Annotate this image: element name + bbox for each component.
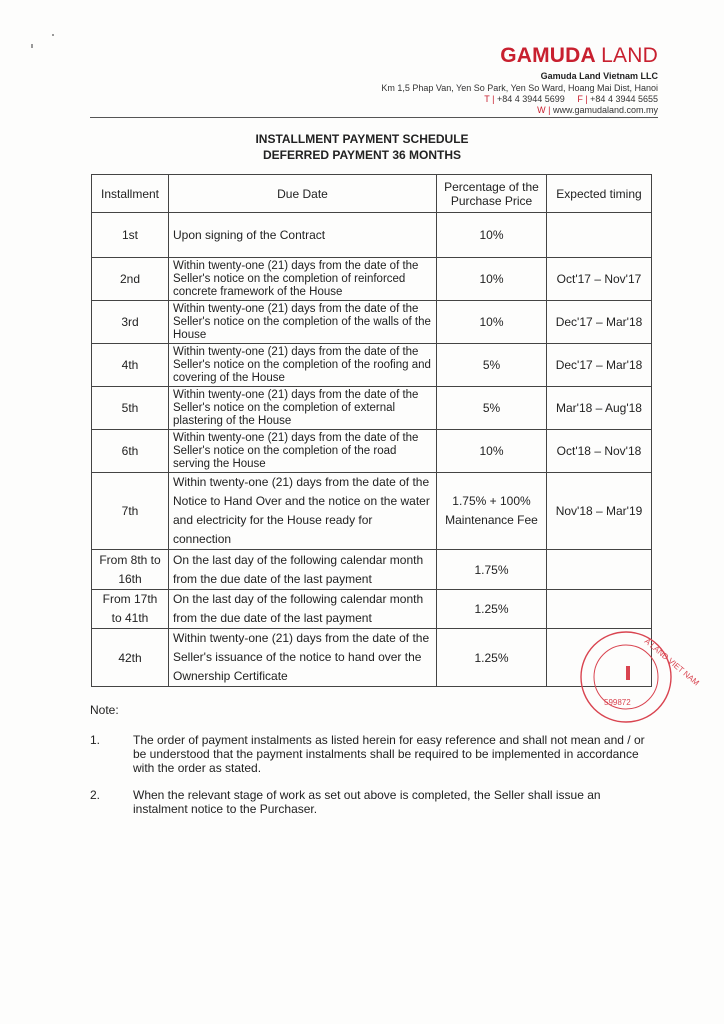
timing-cell: Dec'17 – Mar'18 bbox=[547, 301, 652, 344]
note-number: 2. bbox=[90, 788, 101, 802]
table-row bbox=[92, 629, 652, 687]
timing-cell: Dec'17 – Mar'18 bbox=[547, 344, 652, 387]
scan-speck bbox=[31, 44, 33, 48]
percentage-cell: 5% bbox=[437, 387, 547, 430]
due-date-cell: Within twenty-one (21) days from the date of the Seller's issuance of the notice to hand over the Ownership Certificate bbox=[169, 629, 437, 687]
company-contact bbox=[484, 94, 658, 104]
header-installment: Installment bbox=[92, 175, 169, 213]
percentage-cell: 1.75% bbox=[437, 550, 547, 590]
timing-cell bbox=[547, 550, 652, 590]
company-logo bbox=[500, 44, 658, 68]
due-date-cell: On the last day of the following calendar month from the due date of the last payment bbox=[169, 590, 437, 629]
timing-cell bbox=[547, 590, 652, 629]
installment-cell: 3rd bbox=[92, 301, 169, 344]
timing-cell: Oct'18 – Nov'18 bbox=[547, 430, 652, 473]
installment-cell: 5th bbox=[92, 387, 169, 430]
table-row bbox=[92, 387, 652, 430]
company-website bbox=[537, 105, 658, 115]
header-due-date: Due Date bbox=[169, 175, 437, 213]
payment-schedule-table bbox=[91, 174, 652, 687]
installment-cell: 1st bbox=[92, 213, 169, 258]
header-timing: Expected timing bbox=[547, 175, 652, 213]
note-text: When the relevant stage of work as set out above is completed, the Seller shall issue an instalment notice to the Purchaser. bbox=[133, 788, 601, 816]
table-row bbox=[92, 430, 652, 473]
percentage-cell: 10% bbox=[437, 301, 547, 344]
phone-number: +84 4 3944 5699 bbox=[496, 94, 565, 104]
table-row bbox=[92, 258, 652, 301]
fax-number: +84 4 3944 5655 bbox=[590, 94, 658, 104]
percentage-cell: 10% bbox=[437, 430, 547, 473]
company-name: Gamuda Land Vietnam LLC bbox=[540, 71, 658, 81]
due-date-cell: Within twenty-one (21) days from the date of the Seller's notice on the completion of the walls of the House bbox=[169, 301, 437, 344]
table-row bbox=[92, 590, 652, 629]
due-date-cell: Within twenty-one (21) days from the date of the Seller's notice on the completion of external plastering of the House bbox=[169, 387, 437, 430]
installment-cell: 7th bbox=[92, 473, 169, 550]
header-divider bbox=[90, 117, 658, 118]
percentage-cell: 5% bbox=[437, 344, 547, 387]
seal-emblem-mark bbox=[626, 666, 630, 680]
timing-cell: Nov'18 – Mar'19 bbox=[547, 473, 652, 550]
installment-cell: From 8th to 16th bbox=[92, 550, 169, 590]
installment-cell: 4th bbox=[92, 344, 169, 387]
company-address: Km 1,5 Phap Van, Yen So Park, Yen So Ward, Hoang Mai Dist, Hanoi bbox=[381, 83, 658, 93]
due-date-cell: On the last day of the following calendar month from the due date of the last payment bbox=[169, 550, 437, 590]
table-row bbox=[92, 344, 652, 387]
installment-cell: From 17th to 41th bbox=[92, 590, 169, 629]
due-date-cell: Upon signing of the Contract bbox=[169, 213, 437, 258]
document-subtitle: DEFERRED PAYMENT 36 MONTHS bbox=[262, 148, 462, 162]
percentage-cell: 1.25% bbox=[437, 590, 547, 629]
document-title: INSTALLMENT PAYMENT SCHEDULE bbox=[255, 132, 469, 146]
installment-cell: 6th bbox=[92, 430, 169, 473]
timing-cell: Oct'17 – Nov'17 bbox=[547, 258, 652, 301]
table-row bbox=[92, 550, 652, 590]
notes-label: Note: bbox=[90, 703, 119, 717]
percentage-cell: 1.25% bbox=[437, 629, 547, 687]
scan-speck bbox=[52, 34, 54, 36]
due-date-cell: Within twenty-one (21) days from the date of the Seller's notice on the completion of the roofing and covering of the House bbox=[169, 344, 437, 387]
fax-label: F | bbox=[577, 94, 588, 104]
due-date-cell: Within twenty-one (21) days from the date of the Notice to Hand Over and the notice on the water and electricity for the House ready for connection bbox=[169, 473, 437, 550]
timing-cell: Mar'18 – Aug'18 bbox=[547, 387, 652, 430]
timing-cell bbox=[547, 213, 652, 258]
company-seal bbox=[604, 628, 701, 726]
installment-cell: 2nd bbox=[92, 258, 169, 301]
percentage-cell: 1.75% + 100% Maintenance Fee bbox=[437, 473, 547, 550]
table-row bbox=[92, 473, 652, 550]
logo-light: LAND bbox=[601, 44, 658, 67]
header-percentage: Percentage of the Purchase Price bbox=[437, 175, 547, 213]
table-header-row bbox=[92, 175, 652, 213]
percentage-cell: 10% bbox=[437, 213, 547, 258]
web-address: www.gamudaland.com.my bbox=[552, 105, 658, 115]
installment-cell: 42th bbox=[92, 629, 169, 687]
web-label: W | bbox=[537, 105, 551, 115]
note-text: The order of payment instalments as listed herein for easy reference and shall not mean and / or be understood that the payment instalments shall be required to be implemented in accordance with the order as stated. bbox=[133, 733, 645, 775]
due-date-cell: Within twenty-one (21) days from the date of the Seller's notice on the completion of the road serving the House bbox=[169, 430, 437, 473]
due-date-cell: Within twenty-one (21) days from the date of the Seller's notice on the completion of reinforced concrete framework of the House bbox=[169, 258, 437, 301]
logo-bold: GAMUDA bbox=[500, 44, 596, 67]
seal-number: 599872 bbox=[604, 698, 631, 707]
percentage-cell: 10% bbox=[437, 258, 547, 301]
seal-ring-text: A LAND VIET NAM bbox=[642, 636, 701, 688]
note-number: 1. bbox=[90, 733, 101, 747]
table-row bbox=[92, 213, 652, 258]
phone-label: T | bbox=[484, 94, 495, 104]
table-row bbox=[92, 301, 652, 344]
